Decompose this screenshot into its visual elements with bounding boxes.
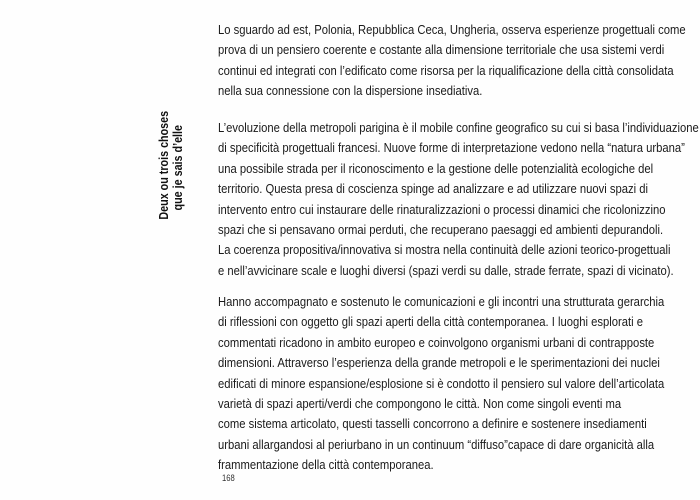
side-title (157, 110, 185, 235)
side-title-text (157, 110, 185, 235)
paragraph-2-line: La coerenza propositiva/innovativa si mostra nella continuità delle azioni teorico-progettuali (218, 242, 671, 258)
paragraph-3-line: dimensioni. Attraverso l’esperienza della grande metropoli e le sperimentazioni dei nuclei (218, 355, 660, 371)
paragraph-3-line: varietà di spazi aperti/verdi che compongono le città. Non come singoli eventi ma (218, 396, 622, 411)
paragraph-3-line: commentati ricadono in ambito europeo e coinvolgono organismi urbani di contrapposte (218, 334, 655, 350)
side-title-line-2: que je sais d’elle (171, 125, 185, 211)
side-title-line-1: Deux ou trois choses (157, 110, 171, 220)
paragraph-1-line: prova di un pensiero coerente e costante alla dimensione territoriale che usa sistemi verdi (218, 42, 665, 58)
paragraph-1-line: Lo sguardo ad est, Polonia, Repubblica Ceca, Ungheria, osserva esperienze progettuali come (218, 22, 686, 37)
paragraph-2-line: e nell’avvicinare scale e luoghi diversi (spazi verdi su dalle, strade ferrate, spazi di vicinato). (218, 262, 674, 278)
paragraph-3-line: frammentazione della città contemporanea. (218, 457, 434, 473)
paragraph-3-line: Hanno accompagnato e sostenuto le comunicazioni e gli incontri una strutturata gerarchia (218, 294, 665, 309)
page-number: 168 (222, 473, 235, 483)
paragraph-3-line: come sistema articolato, questi tasselli concorrono a definire e sostenere insediamenti (218, 416, 647, 432)
paragraph-3-line: edificati di minore espansione/esplosione si è condotto il pensiero sul valore dell’articolata (218, 375, 665, 391)
paragraph-2-line: di specificità progettuali francesi. Nuove forme di interpretazione vedono nella “natura urbana” (218, 140, 685, 156)
paragraph-3-line: di riflessioni con oggetto gli spazi aperti della città contemporanea. I luoghi esplorati e (218, 314, 644, 330)
paragraph-2-line: una possibile strada per il riconoscimento e la gestione delle potenzialità ecologiche del (218, 160, 654, 176)
paragraph-2-line: L’evoluzione della metropoli parigina è il mobile confine geografico su cui si basa l’individuazione (218, 120, 699, 135)
paragraph-2-line: intervento entro cui instaurare delle rinaturalizzazioni o processi dinamici che ricolonizzino (218, 201, 666, 217)
paragraph-2-line: territorio. Questa presa di coscienza spinge ad analizzare e ad utilizzare nuovi spazi di (218, 181, 649, 197)
paragraph-3-line: urbani allargandosi al periurbano in un continuum “diffuso”capace di dare organicità alla (218, 436, 655, 452)
paragraph-1-line: continui ed integrati con l’edificato come risorsa per la riqualificazione della città consolidata (218, 62, 674, 78)
paragraph-1-line: nella sua connessione con la dispersione insediativa. (218, 83, 483, 99)
paragraph-2-line: spazi che si pensavano ormai perduti, che recuperano paesaggi ed ambienti depurandoli. (218, 222, 664, 237)
